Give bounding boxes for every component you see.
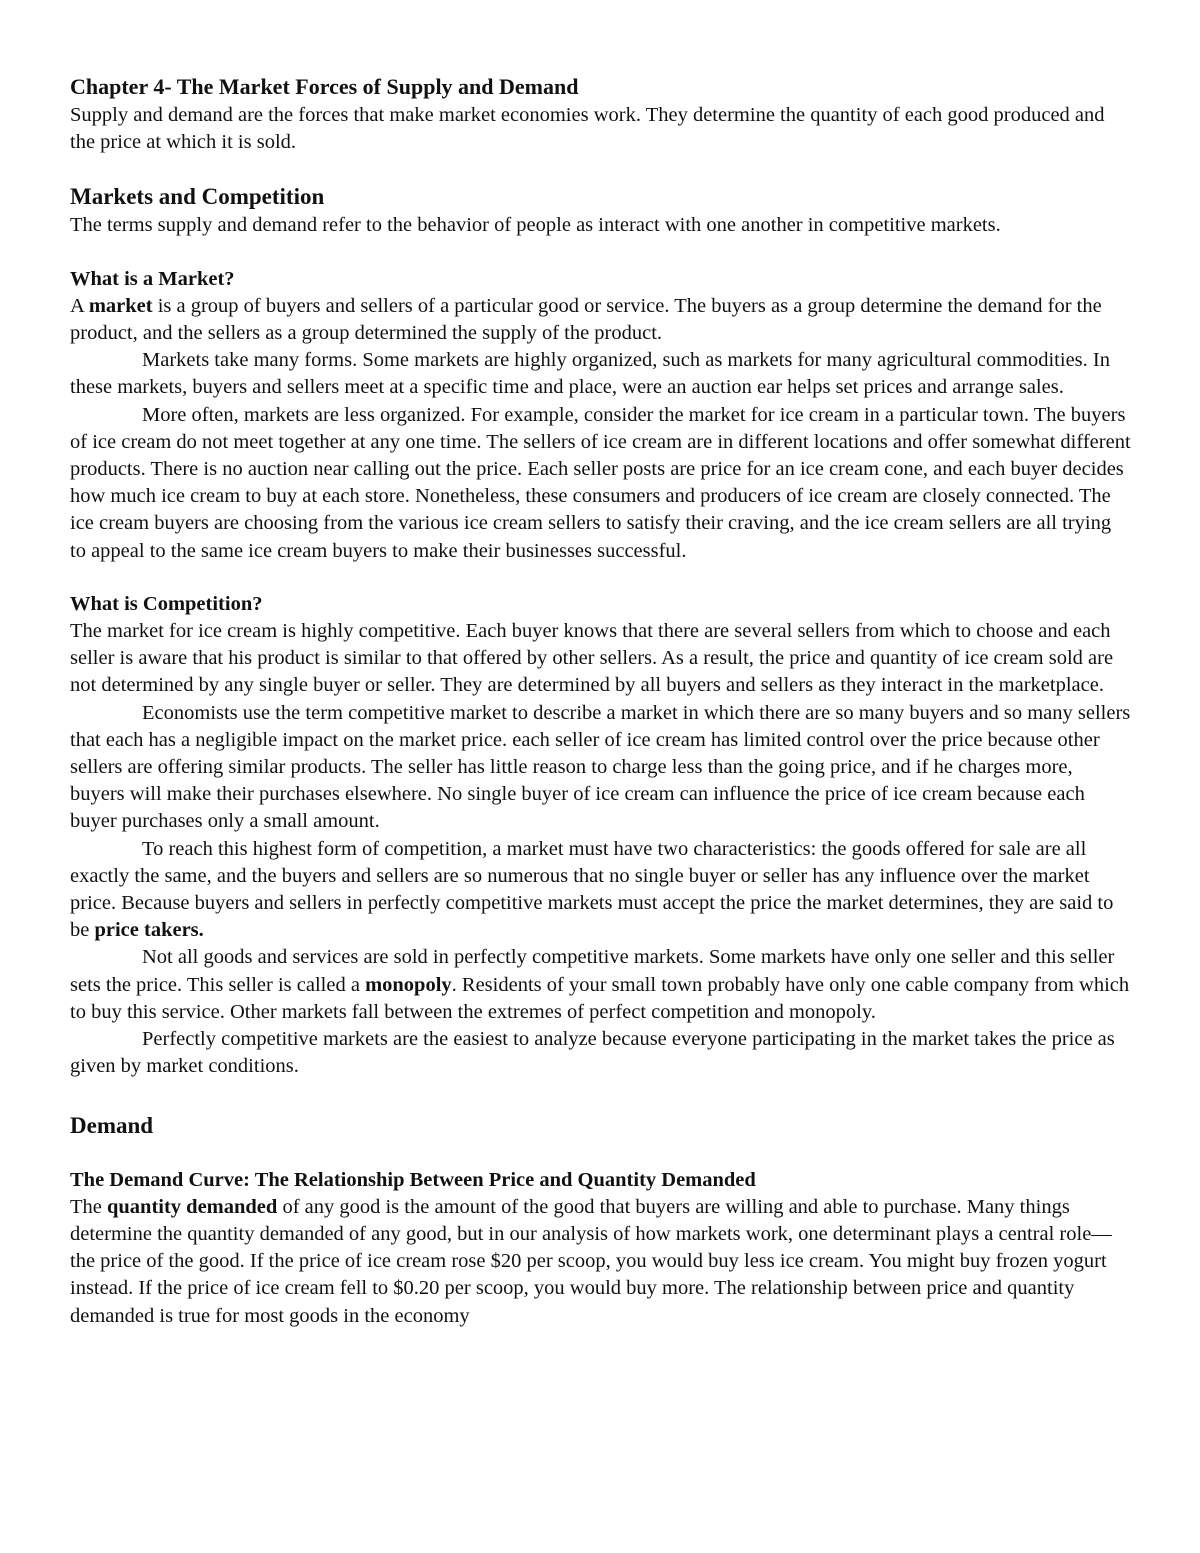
spacer: [70, 1141, 1132, 1167]
demand-p1-start: The: [70, 1195, 107, 1218]
market-paragraph-3: More often, markets are less organized. For example, consider the market for ice cream in a particular town. The buyers of ice cream do not meet together at any one time. The sellers of ice cream are in different locations and offer somewhat different products. There is no auction near calling out the price. Each seller posts are price for an ice cream cone, and each buyer decides how much ice cream to buy at each store. Nonetheless, these consumers and producers of ice cream are closely connected. The ice cream buyers are choosing from the various ice cream sellers to satisfy their craving, and the ice cream sellers are all trying to appeal to the same ice cream buyers to make their businesses successful.: [70, 403, 1131, 562]
spacer: [70, 565, 1132, 591]
market-paragraph-2: Markets take many forms. Some markets are highly organized, such as markets for many agricultural commodities. In these markets, buyers and sellers meet at a specific time and place, were an auction ear helps set prices and arrange sales.: [70, 349, 1110, 399]
section-heading-markets-competition: Markets and Competition: [70, 184, 325, 210]
markets-competition-intro: The terms supply and demand refer to the behavior of people as interact with one another in competitive markets.: [70, 214, 1001, 237]
chapter-intro: Supply and demand are the forces that make market economies work. They determine the quantity of each good produced and the price at which it is sold.: [70, 104, 1105, 154]
chapter-title: Chapter 4- The Market Forces of Supply and Demand: [70, 74, 579, 99]
competition-paragraph-3: [70, 836, 1132, 945]
document-page: [70, 72, 1132, 1330]
subheading-what-is-market: What is a Market?: [70, 267, 235, 290]
term-market: market: [88, 294, 153, 317]
competition-paragraph-1: The market for ice cream is highly competitive. Each buyer knows that there are several sellers from which to choose and each seller is aware that his product is similar to that offered by other sellers. As a result, the price and quantity of ice cream sold are not determined by any single buyer or seller. They are determined by all buyers and sellers as they interact in the marketplace.: [70, 620, 1114, 697]
term-price-takers: price takers.: [94, 919, 204, 942]
spacer: [70, 1081, 1132, 1111]
demand-curve-paragraph-1: [70, 1194, 1132, 1330]
term-quantity-demanded: quantity demanded: [107, 1195, 278, 1218]
competition-paragraph-2: Economists use the term competitive market to describe a market in which there are so many buyers and so many sellers that each has a negligible impact on the market price. each seller of ice cream has limited control over the price because other sellers are offering similar products. The seller has little reason to charge less than the going price, and if he charges more, buyers will make their purchases elsewhere. No single buyer of ice cream can influence the price of ice cream because each buyer purchases only a small amount.: [70, 701, 1131, 833]
competition-p4-end: . Residents of your small town probably have only one cable company from which to buy this service. Other markets fall between the extremes of perfect competition and monopoly.: [70, 973, 1130, 1023]
term-monopoly: monopoly: [365, 973, 452, 996]
subheading-what-is-competition: What is Competition?: [70, 592, 263, 615]
demand-p1-end: of any good is the amount of the good that buyers are willing and able to purchase. Many things determine the quantity demanded of any good, but in our analysis of how markets work, one determinant plays a central role—the price of the good. If the price of ice cream rose $20 per scoop, you would buy less ice cream. You might buy frozen yogurt instead. If the price of ice cream fell to $0.20 per scoop, you would buy more. The relationship between price and quantity demanded is true for most goods in the economy: [70, 1195, 1112, 1327]
market-p1-end: is a group of buyers and sellers of a particular good or service. The buyers as a group determine the demand for the product, and the sellers as a group determined the supply of the product.: [70, 294, 1102, 345]
section-heading-demand: Demand: [70, 1112, 154, 1138]
market-p1-start: A: [70, 294, 89, 317]
market-paragraph-1: [70, 293, 1132, 347]
competition-paragraph-4: [70, 944, 1132, 1026]
subheading-demand-curve: The Demand Curve: The Relationship Between Price and Quantity Demanded: [70, 1168, 756, 1191]
competition-p3-start: To reach this highest form of competition, a market must have two characteristics: the goods offered for sale are all exactly the same, and the buyers and sellers are so numerous that no single buyer or seller has any influence over the market price. Because buyers and sellers in perfectly competitive markets must accept the price the market determines, they are said to be: [70, 837, 1114, 942]
competition-p4-start: Not all goods and services are sold in perfectly competitive markets. Some markets have only one seller and this seller sets the price. This seller is called a: [70, 946, 1115, 996]
competition-paragraph-5: Perfectly competitive markets are the easiest to analyze because everyone participating in the market takes the price as given by market conditions.: [70, 1028, 1115, 1078]
spacer: [70, 240, 1132, 266]
spacer: [70, 156, 1132, 182]
